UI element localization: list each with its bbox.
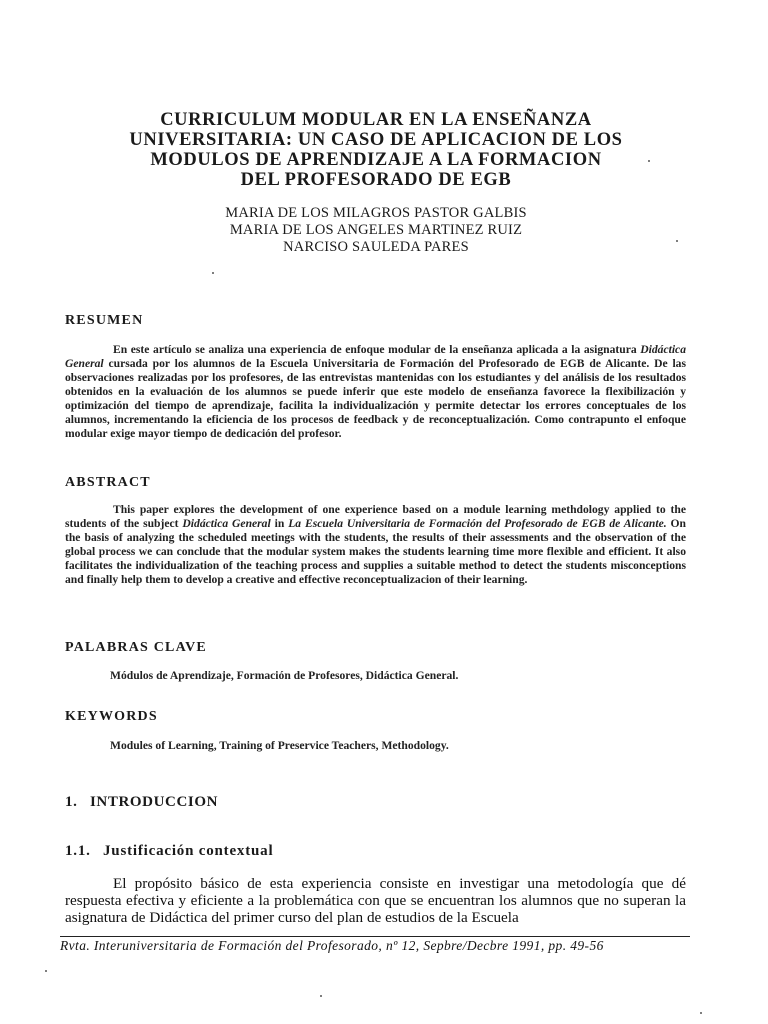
subsection-heading: [65, 843, 273, 860]
abstract-text-3: On the basis of analyzing the scheduled meetings with the students, the results of their assessments and the observation of the global process we can conclude that the modular system makes the students learning time more flexible and efficient. It also facilitates the individualization of the teaching process and supplies a suitable method to detect the students misconceptions and finally help them to develop a creative and effective reconceptualizacion of their learning.: [65, 517, 687, 586]
article-title: [60, 110, 692, 190]
author-list: [60, 205, 692, 256]
footer-rule: [60, 936, 690, 937]
keywords-text: Modules of Learning, Training of Preservice Teachers, Methodology.: [110, 739, 449, 752]
scan-speck: [212, 272, 214, 274]
keywords-heading: KEYWORDS: [65, 709, 158, 724]
abstract-text-1: This paper explores the development of one experience based on a module learning methdology applied to the students of the subject: [65, 503, 686, 530]
section-number: 1.: [65, 794, 78, 810]
palabras-clave-text: Módulos de Aprendizaje, Formación de Profesores, Didáctica General.: [110, 669, 459, 682]
subsection-number: 1.1.: [65, 843, 91, 859]
resumen-paragraph: [65, 343, 686, 441]
author-name: MARIA DE LOS MILAGROS PASTOR GALBIS: [225, 205, 527, 221]
author-name: NARCISO SAULEDA PARES: [283, 239, 469, 255]
scan-speck: [648, 160, 650, 162]
subsection-title: Justificación contextual: [103, 843, 274, 859]
resumen-text-1: En este artículo se analiza una experiencia de enfoque modular de la enseñanza aplicada a la asignatura: [113, 343, 641, 356]
scan-speck: [676, 240, 678, 242]
scan-speck: [45, 970, 47, 972]
scan-speck: [320, 995, 322, 997]
abstract-italic-school: La Escuela Universitaria de Formación del Profesorado de EGB de Alicante.: [288, 517, 667, 530]
resumen-italic-subject: Didáctica General: [65, 343, 686, 370]
title-line: DEL PROFESORADO DE EGB: [240, 170, 512, 190]
intro-paragraph: [65, 875, 686, 926]
abstract-paragraph: [65, 503, 686, 587]
resumen-heading: RESUMEN: [65, 313, 144, 328]
abstract-italic-subject: Didáctica General: [182, 517, 271, 530]
title-line: UNIVERSITARIA: UN CASO DE APLICACION DE LOS: [129, 130, 623, 150]
palabras-clave-heading: PALABRAS CLAVE: [65, 640, 207, 655]
title-line: MODULOS DE APRENDIZAJE A LA FORMACION: [150, 150, 602, 170]
scan-speck: [700, 1012, 702, 1014]
title-line: CURRICULUM MODULAR EN LA ENSEÑANZA: [160, 110, 592, 130]
journal-citation: Rvta. Interuniversitaria de Formación del Profesorado, nº 12, Sepbre/Decbre 1991, pp. 49-56: [60, 938, 604, 953]
resumen-text-2: cursada por los alumnos de la Escuela Universitaria de Formación del Profesorado de EGB de Alicante. De las observaciones realizadas por los profesores, de las entrevistas mantenidas con los estudiantes y del análisis de los resultados obtenidos en la evaluación de los alumnos se puede inferir que este modelo de enseñanza favorece la flexibilización y optimización del tiempo de aprendizaje, facilita la individualización y permite detectar los errores conceptuales de los alumnos, incrementando la eficiencia de los procesos de feedback y de reconceptualización. Como contrapunto el enfoque modular exige mayor tiempo de dedicación del profesor.: [65, 357, 686, 440]
section-heading-introduccion: [65, 794, 218, 811]
abstract-text-2: in: [270, 517, 289, 530]
intro-text: El propósito básico de esta experiencia consiste en investigar una metodología que dé respuesta efectiva y eficiente a la problemática con que se encuentran los alumnos que no superan la asignatura de Didáctica del primer curso del plan de estudios de la Escuela: [65, 875, 686, 926]
abstract-heading: ABSTRACT: [65, 475, 151, 490]
section-title: INTRODUCCION: [90, 794, 219, 810]
author-name: MARIA DE LOS ANGELES MARTINEZ RUIZ: [229, 222, 523, 238]
